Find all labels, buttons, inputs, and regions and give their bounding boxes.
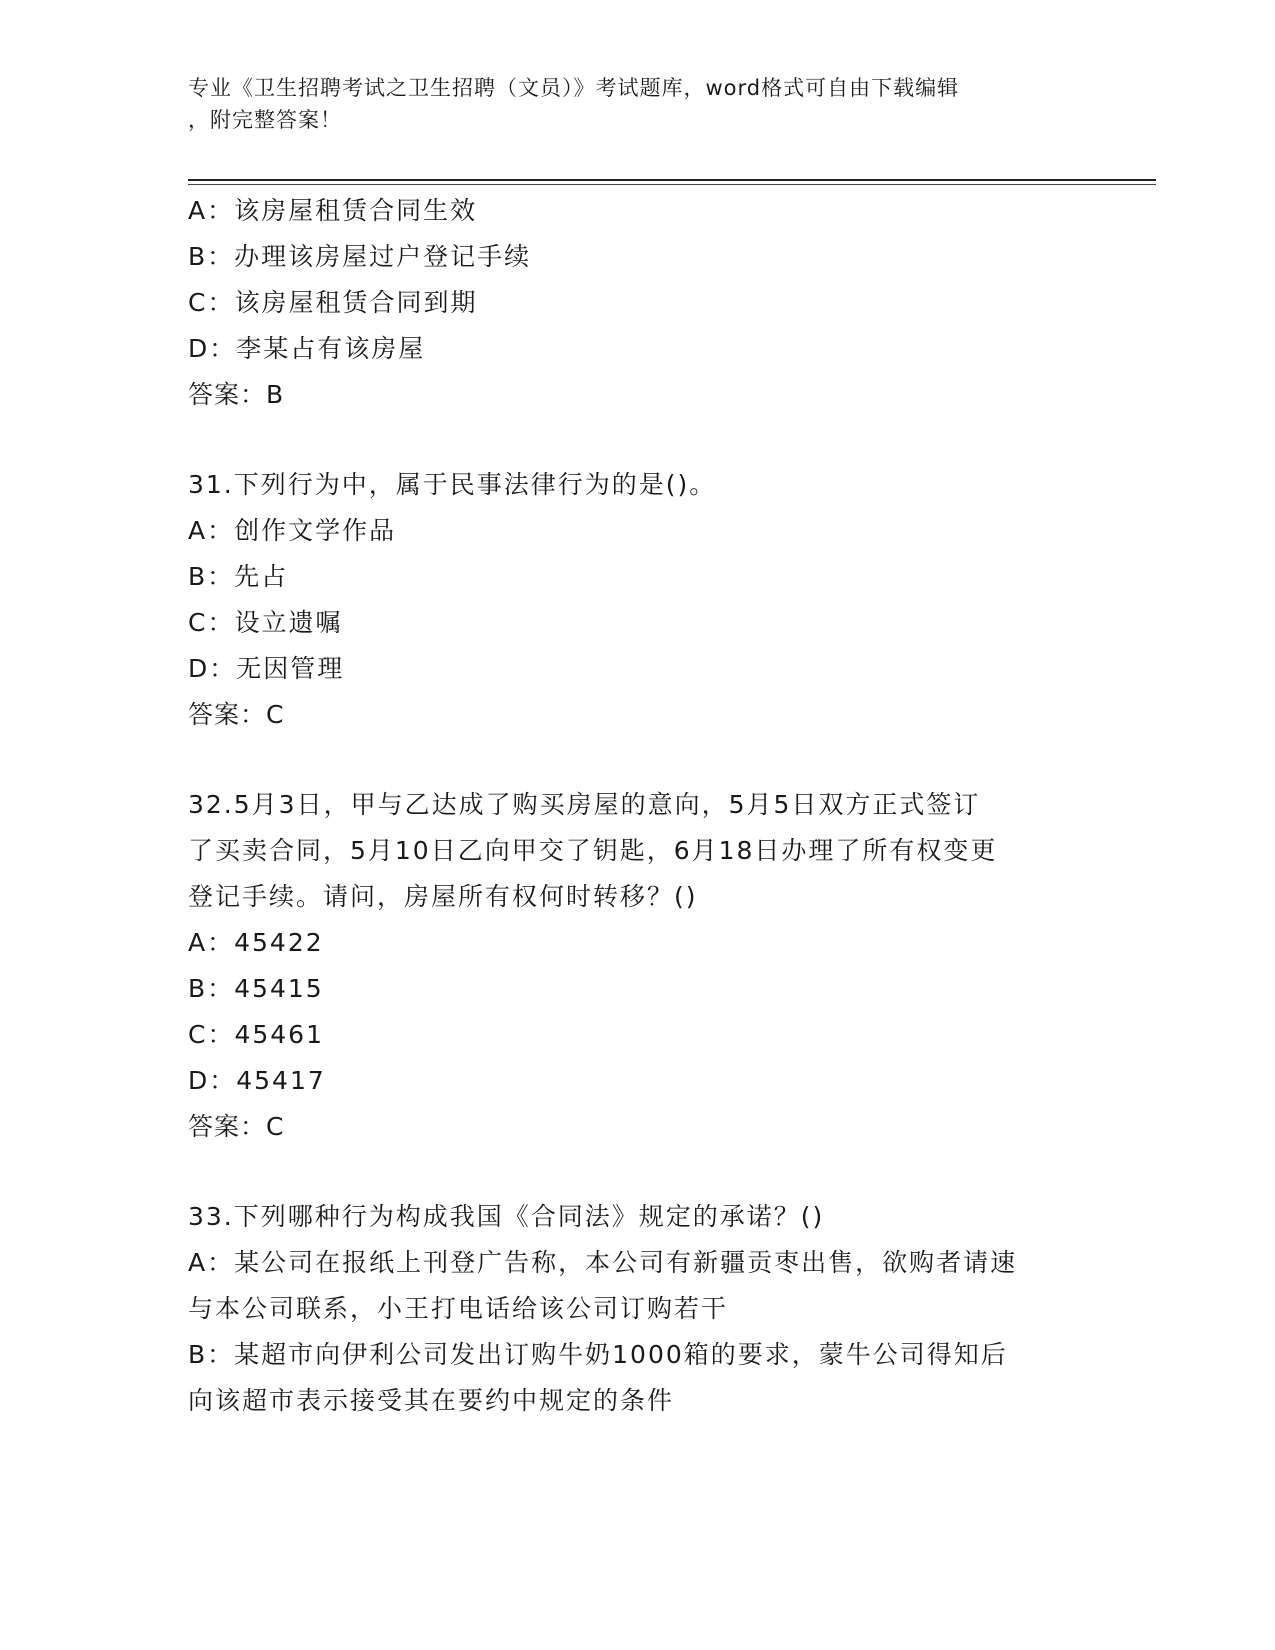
document-header <box>188 72 1068 136</box>
question-stem: 33.下列哪种行为构成我国《合同法》规定的承诺？() <box>188 1202 825 1231</box>
question-30 <box>188 188 1088 418</box>
option-a: A：45422 <box>188 928 324 957</box>
option-a-line-2: 与本公司联系，小王打电话给该公司订购若干 <box>188 1294 729 1323</box>
question-33 <box>188 1194 1088 1424</box>
option-c: C：45461 <box>188 1020 324 1049</box>
option-c: C：该房屋租赁合同到期 <box>188 288 478 317</box>
question-stem-line-1: 32.5月3日，甲与乙达成了购买房屋的意向，5月5日双方正式签订 <box>188 790 981 819</box>
option-a: A：创作文学作品 <box>188 516 397 545</box>
option-a-line-1: A：某公司在报纸上刊登广告称，本公司有新疆贡枣出售，欲购者请速 <box>188 1248 1018 1277</box>
header-divider-thick <box>188 179 1156 181</box>
option-d: D：45417 <box>188 1066 326 1095</box>
question-stem-line-3: 登记手续。请问，房屋所有权何时转移？() <box>188 882 698 911</box>
option-b: B：45415 <box>188 974 324 1003</box>
header-divider-thin <box>188 184 1156 185</box>
question-32 <box>188 782 1088 1150</box>
header-line-2: ，附完整答案！ <box>188 108 342 132</box>
option-c: C：设立遗嘱 <box>188 608 343 637</box>
option-d: D：无因管理 <box>188 654 345 683</box>
question-stem: 31.下列行为中，属于民事法律行为的是()。 <box>188 470 717 499</box>
question-31 <box>188 462 1088 738</box>
option-d: D：李某占有该房屋 <box>188 334 426 363</box>
header-line-1: 专业《卫生招聘考试之卫生招聘（文员）》考试题库，word格式可自由下载编辑 <box>188 76 960 100</box>
option-b: B：办理该房屋过户登记手续 <box>188 242 532 271</box>
option-b-line-1: B：某超市向伊利公司发出订购牛奶1000箱的要求，蒙牛公司得知后 <box>188 1340 1008 1369</box>
question-content <box>188 188 1088 1424</box>
option-b: B：先占 <box>188 562 289 591</box>
option-a: A：该房屋租赁合同生效 <box>188 196 478 225</box>
option-b-line-2: 向该超市表示接受其在要约中规定的条件 <box>188 1386 675 1415</box>
answer: 答案：C <box>188 1112 285 1141</box>
question-stem-line-2: 了买卖合同，5月10日乙向甲交了钥匙，6月18日办理了所有权变更 <box>188 836 998 865</box>
answer: 答案：B <box>188 380 285 409</box>
answer: 答案：C <box>188 700 285 729</box>
